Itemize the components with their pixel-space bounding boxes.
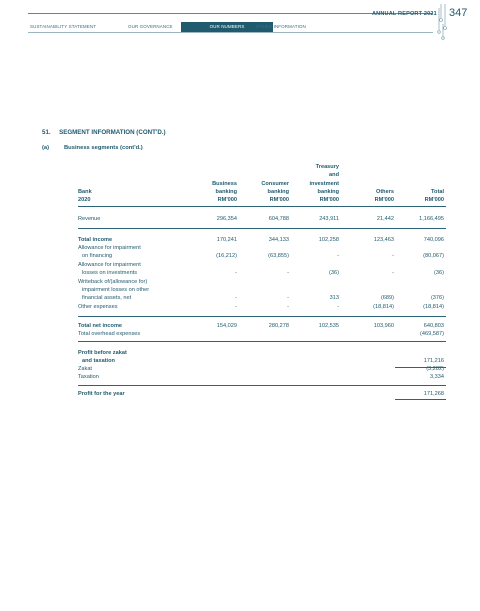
cell-value: (36) — [329, 270, 339, 277]
row-label: financial assets, net — [82, 295, 132, 302]
cell-value: 154,029 — [216, 323, 237, 329]
header-divider — [78, 206, 446, 207]
cell-value: - — [235, 270, 237, 277]
row-label: Allowance for impairment — [78, 245, 141, 251]
row-label: Total overhead expenses — [78, 331, 141, 337]
row-label: on financing — [82, 253, 113, 260]
page-number: 347 — [449, 7, 468, 19]
cell-value: (18,814) — [423, 304, 444, 310]
cell-value: 171,268 — [423, 391, 444, 397]
cell-value: - — [337, 253, 339, 260]
cell-value: - — [287, 295, 289, 302]
circuit-decoration-icon — [437, 4, 449, 40]
row-label: Other expenses — [78, 304, 118, 310]
cell-value: 243,911 — [319, 216, 339, 222]
column-header: Business — [212, 180, 237, 187]
row-label: Writeback of/(allowance for) — [78, 279, 148, 285]
cell-value: (80,067) — [423, 253, 444, 260]
column-header: banking — [267, 188, 289, 195]
cell-value: - — [235, 295, 237, 302]
report-title: ANNUAL REPORT 2021 — [372, 11, 437, 17]
section-nav — [28, 22, 433, 32]
column-header: RM'000 — [374, 197, 394, 203]
cell-value: (469,587) — [420, 331, 444, 337]
cell-value: - — [287, 270, 289, 277]
column-header: banking — [317, 188, 339, 195]
rule-after-revenue — [78, 228, 446, 229]
cell-value: 1,166,495 — [419, 216, 444, 222]
cell-value: - — [235, 304, 237, 310]
cell-value: 170,241 — [216, 237, 237, 243]
column-header: RM'000 — [217, 197, 237, 203]
cell-value: 102,258 — [318, 237, 339, 243]
cell-value: 344,133 — [268, 237, 289, 243]
subsection-label: (a) — [42, 145, 50, 151]
column-header: RM'000 — [319, 197, 339, 203]
column-header: investment — [309, 180, 339, 187]
row-label: Total income — [78, 237, 113, 243]
cell-value: - — [392, 253, 394, 260]
cell-value: 296,354 — [216, 216, 237, 222]
cell-value: 21,442 — [376, 216, 394, 222]
column-header: Consumer — [261, 180, 289, 187]
column-header: Treasury — [315, 164, 339, 171]
cell-value: 3,334 — [430, 374, 444, 380]
row-label: Total net income — [78, 323, 123, 329]
rule-total-before-zakat — [395, 367, 446, 368]
section-number: 51. — [42, 129, 51, 136]
rule-after-overhead — [78, 341, 446, 342]
row-label: Profit before zakat — [78, 350, 127, 356]
row-label: impairment losses on other — [82, 287, 150, 294]
cell-value: 171,216 — [423, 358, 444, 365]
cell-value: 604,788 — [268, 216, 289, 222]
cell-value: (689) — [380, 295, 394, 302]
row-label: Taxation — [78, 374, 99, 380]
row-label: Zakat — [78, 366, 92, 372]
column-header: Total — [431, 188, 444, 195]
rule-before-net-income — [78, 316, 446, 317]
rule-after-taxation — [78, 385, 446, 386]
cell-value: 640,803 — [423, 323, 444, 329]
cell-value: - — [287, 304, 289, 310]
column-header: RM'000 — [424, 197, 444, 203]
row-label: and taxation — [82, 358, 115, 365]
year-label: 2020 — [78, 197, 91, 203]
column-header: banking — [215, 188, 237, 195]
bank-label: Bank — [78, 188, 92, 195]
cell-value: 740,096 — [423, 237, 444, 243]
subsection-heading — [42, 145, 143, 151]
subsection-title: Business segments (cont'd.) — [64, 145, 143, 151]
cell-value: 280,278 — [268, 323, 289, 329]
cell-value: - — [392, 270, 394, 277]
nav-our-numbers[interactable]: OUR NUMBERS — [181, 22, 273, 32]
cell-value: 123,463 — [373, 237, 394, 243]
row-label: Allowance for impairment — [78, 262, 141, 268]
column-header: and — [329, 172, 339, 179]
column-header: Others — [375, 188, 394, 195]
cell-value: (63,855) — [268, 253, 289, 260]
cell-value: (376) — [430, 295, 444, 302]
row-label: Profit for the year — [78, 391, 125, 397]
row-label: losses on investments — [82, 270, 138, 277]
cell-value: (18,814) — [373, 304, 394, 310]
nav-sustainability[interactable]: SUSTAINABILITY STATEMENT — [30, 24, 97, 29]
section-title: SEGMENT INFORMATION (CONT'D.) — [59, 129, 166, 136]
nav-governance[interactable]: OUR GOVERNANCE — [128, 24, 173, 29]
cell-value: (3,282) — [426, 366, 444, 372]
column-header: RM'000 — [269, 197, 289, 203]
row-label: Revenue — [78, 216, 101, 222]
cell-value: 103,960 — [373, 323, 394, 329]
cell-value: 102,535 — [318, 323, 339, 329]
section-heading — [42, 129, 166, 136]
cell-value: (36) — [434, 270, 444, 277]
rule-profit-underline — [395, 399, 446, 400]
cell-value: - — [337, 304, 339, 310]
cell-value: 313 — [329, 295, 339, 302]
cell-value: (16,212) — [216, 253, 237, 260]
nav-other-information[interactable]: OTHER INFORMATION — [256, 24, 306, 29]
